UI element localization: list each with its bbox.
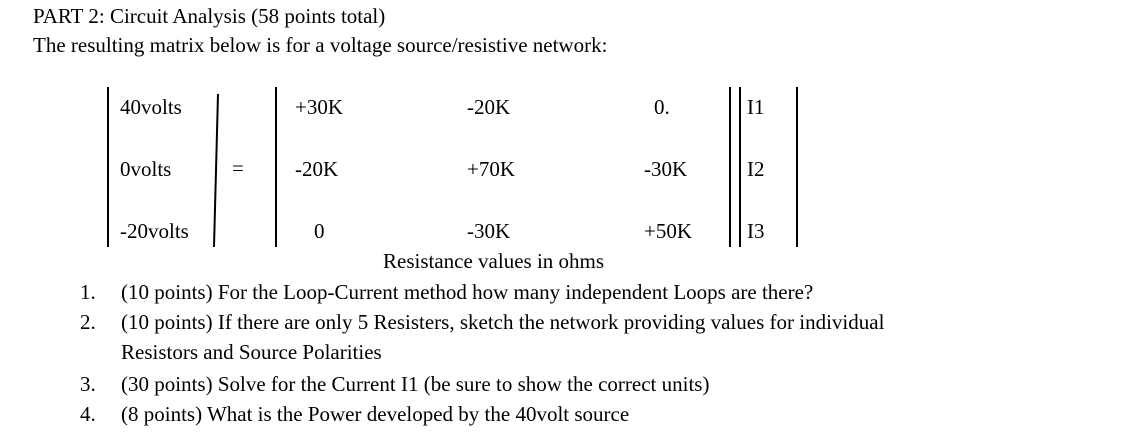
matrix-cell-r1c2: -20K bbox=[467, 95, 511, 119]
resistance-matrix-left-bar bbox=[275, 87, 277, 247]
voltage-2: 0volts bbox=[120, 157, 172, 181]
matrix-cell-r1c1: +30K bbox=[295, 95, 344, 119]
question-number: 4. bbox=[80, 402, 96, 426]
question-number: 2. bbox=[80, 310, 96, 334]
matrix-cell-r1c3: 0. bbox=[654, 95, 670, 119]
page-subtitle: The resulting matrix below is for a voltage source/resistive network: bbox=[33, 33, 608, 57]
voltage-vector-right-bar bbox=[213, 94, 219, 247]
question-number: 3. bbox=[80, 372, 96, 396]
matrix-cell-r2c2: +70K bbox=[467, 157, 516, 181]
equals-sign: = bbox=[232, 156, 244, 180]
matrix-cell-r3c3: +50K bbox=[644, 219, 693, 243]
current-vector-right-bar bbox=[796, 87, 798, 247]
current-2: I2 bbox=[747, 157, 765, 181]
page-title: PART 2: Circuit Analysis (58 points total) bbox=[33, 4, 386, 28]
voltage-1: 40volts bbox=[120, 95, 182, 119]
matrix-caption: Resistance values in ohms bbox=[383, 249, 605, 273]
matrix-cell-r2c1: -20K bbox=[295, 157, 339, 181]
question-text: (8 points) What is the Power developed by the 40volt source bbox=[121, 402, 630, 426]
question-text: (10 points) If there are only 5 Resisters, sketch the network providing values for individual bbox=[121, 310, 885, 334]
question-text: (10 points) For the Loop-Current method how many independent Loops are there? bbox=[121, 280, 814, 304]
voltage-vector-left-bar bbox=[107, 87, 109, 247]
resistance-matrix-right-bar bbox=[729, 87, 731, 247]
current-1: I1 bbox=[747, 95, 765, 119]
matrix-cell-r3c2: -30K bbox=[467, 219, 511, 243]
question-number: 1. bbox=[80, 280, 96, 304]
current-3: I3 bbox=[747, 219, 765, 243]
question-text-continued: Resistors and Source Polarities bbox=[121, 340, 382, 364]
voltage-3: -20volts bbox=[120, 219, 189, 243]
current-vector-left-bar bbox=[739, 87, 741, 247]
question-text: (30 points) Solve for the Current I1 (be sure to show the correct units) bbox=[121, 372, 710, 396]
matrix-cell-r3c1: 0 bbox=[314, 219, 325, 243]
matrix-cell-r2c3: -30K bbox=[644, 157, 688, 181]
